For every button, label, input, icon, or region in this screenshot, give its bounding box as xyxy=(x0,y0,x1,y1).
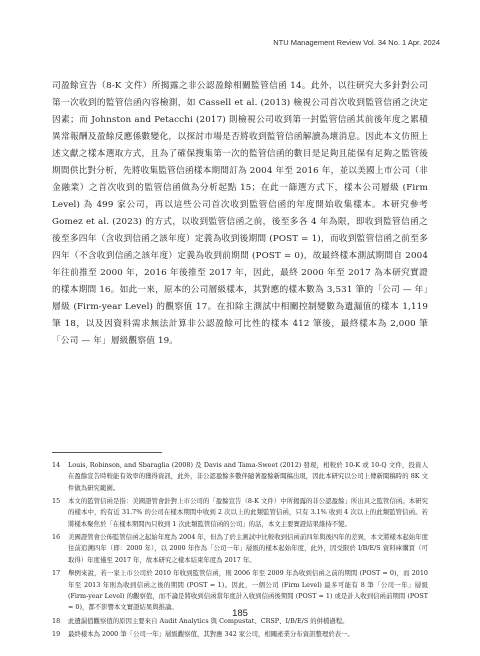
page-number: 185 xyxy=(232,608,248,619)
footnote-text: 此遺漏值觀察值的原因主要來自 Audit Analytics 與 Compustat、CRSP、I/B/E/S 的併檔過程。 xyxy=(68,616,349,625)
footnote-number: 19 xyxy=(52,630,61,639)
footnote-number: 18 xyxy=(52,616,61,625)
footnote-14 xyxy=(52,460,428,494)
footnote-15 xyxy=(52,496,428,530)
footnote-19 xyxy=(52,629,428,640)
footnote-divider xyxy=(52,452,162,453)
footnote-number: 17 xyxy=(52,569,61,578)
footnote-17 xyxy=(52,568,428,613)
footnote-text: 美國證管會公佈監管信函之起始年度為 2004 年，但為了於主測試中比較收到信函前四年與後四年的差異，本文將樣本起始年度往前追溯四年（即：2000 年），以 2000 年作為「公司一年」層級的樣本起始年度，此外，因受限於 I/B/E/S 資料庫購買（可取得）年度僅至 2017 年，故本研究之樣本結束年度為 2017 年。 xyxy=(68,533,428,564)
footnote-number: 14 xyxy=(52,461,61,469)
footnote-number: 16 xyxy=(52,533,61,542)
body-paragraph: 司盈餘宣告（8-K 文件）所揭露之非公認盈餘相關監管信函 14。此外，以往研究大多針對公司第一次收到的監管信函內容檢測，如 Cassell et al. (2013) 檢視公司首次收到監管信函之決定因素；而 Johnston and Petacchi (2017) 則檢視公司收到第一封監管信函其前後年度之累積異常報酬及盈餘反應係數變化，以探討市場是否將收到監管信函解讀為壞消息。因此本文仿照上述文獻之樣本選取方式，且為了確保搜集第一次的監管信函的數目是足夠且能保有足夠之監管後期間供比對分析，先將收集監管信函樣本期間訂為 2004 年至 2016 年，並以美國上市公司（非金融業）之首次收到的監管信函做為分析起點 15；在此一篩選方式下，樣本公司層級 (Firm Level) 為 499 家公司，再以這些公司首次收到監管信函的年度開始收集樣本。本研究參考 Gomez et al. (2023) 的方式，以收到監管信函之前，後至多各 4 年為限，即收到監管信函之後至多四年（含收到信函之該年度）定義為收到後期間 (POST = 1)，而收到監管信函之前至多四年（不含收到信函之該年度）定義為收到前期間 (POST = 0)，故最終樣本測試期間自 2004 年往前推至 2000 年，2016 年後推至 2017 年，因此，最終 2000 年至 2017 為本研究實證的樣本期間 16。如此一來，原本的公司層級樣本，其對應的樣本數為 3,531 筆的「公司 — 年」層級 (Firm-year Level) 的觀察值 17。在扣除主測試中相關控制變數為遺漏值的樣本 1,119 筆 18，以及因資料需求無法計算非公認盈餘可比性的樣本 412 筆後，最終樣本為 2,000 筆「公司 — 年」層級觀察值 19。 xyxy=(52,81,428,346)
footnote-16 xyxy=(52,532,428,566)
footnote-text: Louis, Robinson, and Sbaraglia (2008) 及 Davis and Tama-Sweet (2012) 發現，相較於 10-K 或 10-Q 文件，投資人在盈餘宣告時較能有效率的獲得資訊，此外，非公認盈餘多數伴隨著盈餘新聞稿出現，因此本研究以公司上傳新聞稿時的 8K 文件做為研究範圍。 xyxy=(68,461,428,492)
footnote-text: 舉例來說，若一家上市公司於 2010 年收到監管信函，則 2006 年至 2009 年為收到信函之前的期間 (POST = 0)，而 2010 年至 2013 年則為收到信函之後的期間 (POST = 1)。因此，一個公司 (Firm Level) 最多可能有 8 筆「公司一年」層級 (Firm-year Level) 的觀察值，而不論是將收到信函當年度計入收到信函後期間 (POST = 1) 或是計入收到信函前期間 (POST = 0)，都不影響本文實證結果與推論。 xyxy=(68,569,428,612)
running-header: NTU Management Review Vol. 34 No. 1 Apr. 2024 xyxy=(273,38,440,47)
footnote-text: 最終樣本為 2000 筆「公司一年」層級觀察值，其對應 342 家公司，相關產業分布資訊整理於表一。 xyxy=(68,630,354,639)
footnote-text: 本文的監管信函是指：美國證管會針對上市公司的「盈餘宣告（8-K 文件）中所揭露的非公認盈餘」所出具之監管信函。本研究的樣本中，約有近 31.7% 的公司在樣本期間中收到 2 次以上的此類監管信函，只有 3.1% 收到 4 次以上的此類監管信函。若將樣本聚焦於「在樣本期間內只收到 1 次此類監管信函的公司」的話，本文主要實證結果維持不變。 xyxy=(68,497,428,528)
footnote-number: 15 xyxy=(52,497,61,506)
